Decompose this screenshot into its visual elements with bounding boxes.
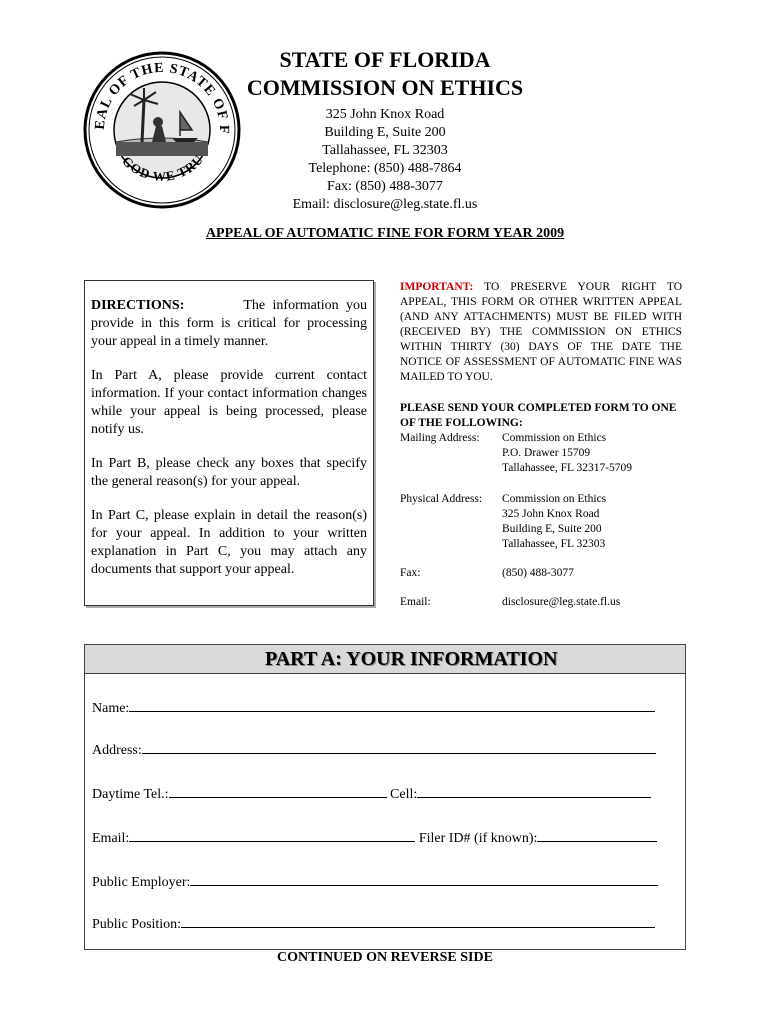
email-value: disclosure@leg.state.fl.us xyxy=(502,596,621,608)
filer-id-label: Filer ID# (if known): xyxy=(418,831,538,846)
public-position-field[interactable] xyxy=(181,915,655,928)
directions-intro xyxy=(91,297,367,351)
fax-label: Fax: xyxy=(400,567,421,579)
public-employer-label: Public Employer: xyxy=(92,875,191,890)
daytime-tel-field[interactable] xyxy=(169,785,387,798)
fax-line: Fax: (850) 488-3077 xyxy=(327,179,443,194)
name-label: Name: xyxy=(92,701,130,716)
employer-row xyxy=(92,873,658,891)
important-label: IMPORTANT: xyxy=(400,281,474,293)
email-filer-row xyxy=(92,829,657,847)
header-address xyxy=(240,106,530,214)
physical-address-label: Physical Address: xyxy=(400,493,483,505)
header-title-line2: COMMISSION ON ETHICS xyxy=(246,75,524,100)
directions-box xyxy=(84,280,374,606)
directions-intro-text: The information you provide in this form is critical for processing your appeal in a timely manner. xyxy=(91,298,367,349)
header-title-line1: STATE OF FLORIDA xyxy=(279,47,491,72)
send-heading: PLEASE SEND YOUR COMPLETED FORM TO ONE OF THE FOLLOWING: xyxy=(400,402,677,429)
daytime-tel-label: Daytime Tel.: xyxy=(92,787,169,802)
mailing-line: P.O. Drawer 15709 xyxy=(502,447,591,459)
physical-line: 325 John Knox Road xyxy=(502,508,600,520)
email-row xyxy=(400,595,682,610)
email-label: Email: xyxy=(400,596,431,608)
cell-field[interactable] xyxy=(417,785,651,798)
mailing-line: Tallahassee, FL 32317-5709 xyxy=(502,462,633,474)
mailing-address xyxy=(400,431,682,476)
directions-part-b: In Part B, please check any boxes that specify the general reason(s) for your appeal. xyxy=(91,456,367,489)
important-notice xyxy=(400,280,682,385)
continued-footer: CONTINUED ON REVERSE SIDE xyxy=(277,950,493,965)
physical-address xyxy=(400,492,682,552)
address-line: 325 John Knox Road xyxy=(325,107,445,122)
cell-label: Cell: xyxy=(390,787,418,802)
position-row xyxy=(92,915,655,933)
part-a-section xyxy=(84,644,686,950)
email-field[interactable] xyxy=(129,829,415,842)
letterhead xyxy=(240,46,530,214)
address-row xyxy=(92,741,656,759)
part-a-heading: PART A: YOUR INFORMATION xyxy=(85,645,685,674)
address-line: Tallahassee, FL 32303 xyxy=(322,143,448,158)
directions-part-a: In Part A, please provide current contact information. If your contact information changes while your appeal is being processed, please notify us. xyxy=(91,368,367,437)
filing-info xyxy=(400,280,682,610)
public-position-label: Public Position: xyxy=(92,917,182,932)
important-text: TO PRESERVE YOUR RIGHT TO APPEAL, THIS FORM OR OTHER WRITTEN APPEAL (AND ANY ATTACHMENTS) MUST BE FILED WITH (RECEIVED BY) THE COMMISSION ON ETHICS WITHIN THIRTY (30) DAYS OF THE DATE THE NOTICE OF ASSESSMENT OF AUTOMATIC FINE WAS MAILED TO YOU. xyxy=(400,281,682,383)
physical-line: Building E, Suite 200 xyxy=(502,523,602,535)
telephone-line: Telephone: (850) 488-7864 xyxy=(308,161,462,176)
address-line: Building E, Suite 200 xyxy=(324,125,446,140)
filer-id-field[interactable] xyxy=(537,829,657,842)
address-label: Address: xyxy=(92,743,142,758)
seal-bottom-text: GOD WE TRU xyxy=(119,151,207,185)
email-line: Email: disclosure@leg.state.fl.us xyxy=(292,197,478,212)
mailing-address-label: Mailing Address: xyxy=(400,432,480,444)
address-field[interactable] xyxy=(142,741,656,754)
directions-heading: DIRECTIONS: xyxy=(91,298,185,313)
form-subtitle: APPEAL OF AUTOMATIC FINE FOR FORM YEAR 2009 xyxy=(205,226,565,241)
phone-row xyxy=(92,785,651,803)
directions-part-c: In Part C, please explain in detail the reason(s) for your appeal. In addition to your written explanation in Part C, you may attach any documents that support your appeal. xyxy=(91,508,367,577)
florida-seal xyxy=(82,50,242,210)
physical-line: Tallahassee, FL 32303 xyxy=(502,538,606,550)
fax-row xyxy=(400,566,682,581)
fax-value: (850) 488-3077 xyxy=(502,567,574,579)
public-employer-field[interactable] xyxy=(190,873,658,886)
physical-line: Commission on Ethics xyxy=(502,493,607,505)
name-row xyxy=(92,699,655,717)
name-field[interactable] xyxy=(129,699,655,712)
email-label: Email: xyxy=(92,831,130,846)
seal-top-text: EAL OF THE STATE OF F xyxy=(92,60,232,135)
mailing-line: Commission on Ethics xyxy=(502,432,607,444)
